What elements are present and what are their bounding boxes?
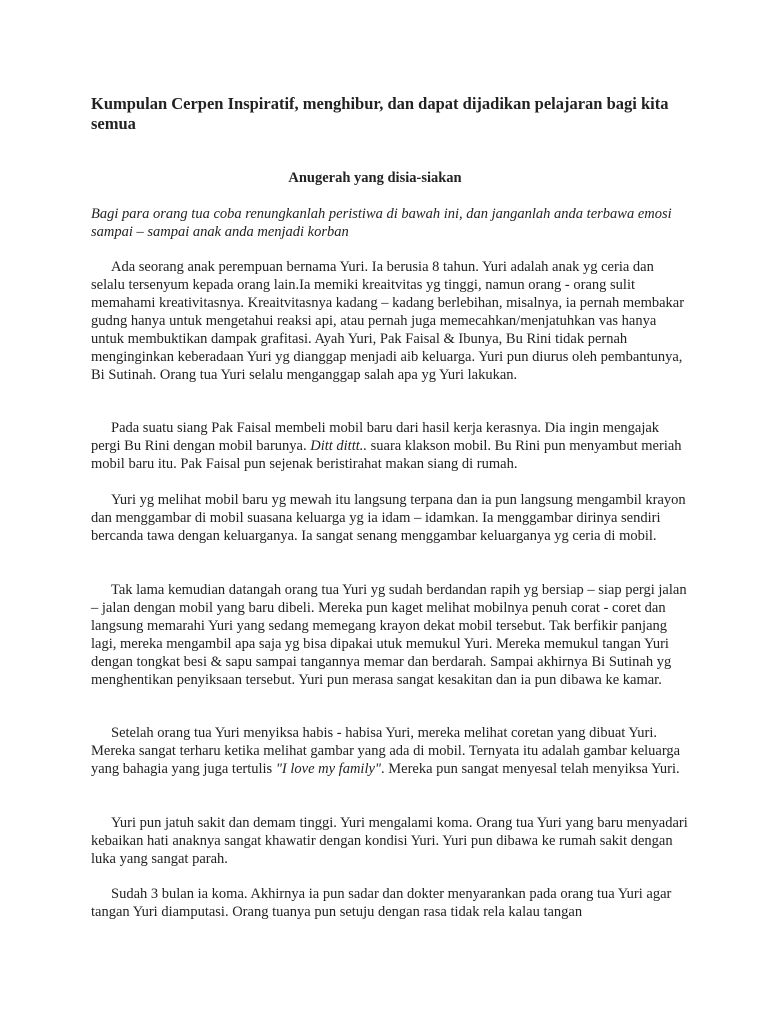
paragraph-2-text-end: suara klakson mobil. Bu Rini pun menyambut meriah mobil baru itu. Pak Faisal pun sejenak beristirahat makan siang di rumah. — [91, 438, 682, 472]
paragraph-7: Sudah 3 bulan ia koma. Akhirnya ia pun sadar dan dokter menyarankan pada orang tua Yuri agar tangan Yuri diamputasi. Orang tuanya pun setuju dengan rasa tidak rela kalau tangan — [91, 886, 672, 920]
story-title: Anugerah yang disia-siakan — [288, 170, 462, 186]
i-love-my-family-quote: "I love my family" — [275, 761, 382, 777]
paragraph-2-text: Pada suatu siang Pak Faisal membeli mobil baru dari hasil kerja kerasnya. Dia ingin mengajak pergi Bu Rini dengan mobil barunya. — [91, 420, 660, 454]
paragraph-5 — [91, 724, 691, 778]
paragraph-5-text: Setelah orang tua Yuri menyiksa habis - habisa Yuri, mereka melihat coretan yang dibuat Yuri. Mereka sangat terharu ketika melihat gambar yang ada di mobil. Ternyata itu adalah gambar keluarga yang bahagia yang juga tertulis — [91, 725, 681, 777]
paragraph-3: Yuri yg melihat mobil baru yg mewah itu langsung terpana dan ia pun langsung mengambil krayon dan menggambar di mobil suasana keluarga yg ia idam – idamkan. Ia menggambar dirinya sendiri bercanda tawa dengan keluarganya. Ia sangat senang menggambar keluarganya yg ceria di mobil. — [91, 492, 686, 544]
paragraph-1: Ada seorang anak perempuan bernama Yuri. Ia berusia 8 tahun. Yuri adalah anak yg ceria dan selalu tersenyum kepada orang lain.Ia memiki kreaitvitas yg tinggi, namun orang - orang sulit memahami kreativitasnya. Kreaitvitasnya kadang – kadang berlebihan, misalnya, ia pernah membakar gudng hanya untuk mengetahui reaksi api, atau pernah juga memecahkan/menjatuhkan vas hanya untuk membuktikan dampak grafitasi. Ayah Yuri, Pak Faisal & Ibunya, Bu Rini tidak pernah menginginkan keberadaan Yuri yg dianggap menjadi aib keluarga. Yuri pun diurus oleh pembantunya, Bi Sutinah. Orang tua Yuri selalu menganggap salah apa yg Yuri lakukan. — [91, 259, 685, 383]
document-title: Kumpulan Cerpen Inspiratif, menghibur, dan dapat dijadikan pelajaran bagi kita semua — [91, 94, 669, 133]
klakson-sound: Ditt dittt.. — [310, 438, 368, 454]
paragraph-2 — [91, 419, 691, 473]
paragraph-4: Tak lama kemudian datangah orang tua Yuri yg sudah berdandan rapih yg bersiap – siap pergi jalan – jalan dengan mobil yang baru dibeli. Mereka pun kaget melihat mobilnya penuh corat - coret dan langsung memarahi Yuri yang sedang memegang krayon dekat mobil tersebut. Tak berfikir panjang lagi, mereka mengambil apa saja yg bisa dipakai utuk memukul Yuri. Mereka memukul tangan Yuri dengan tongkat besi & sapu sampai tangannya memar dan berdarah. Sampai akhirnya Bi Sutinah yg menghentikan penyiksaan tersebut. Yuri pun merasa sangat kesakitan dan ia pun dibawa ke kamar. — [91, 582, 687, 688]
paragraph-6: Yuri pun jatuh sakit dan demam tinggi. Yuri mengalami koma. Orang tua Yuri yang baru menyadari kebaikan hati anaknya sangat khawatir dengan kondisi Yuri. Yuri pun dibawa ke rumah sakit dengan luka yang sangat parah. — [91, 815, 688, 867]
paragraph-5-text-end: . Mereka pun sangat menyesal telah menyiksa Yuri. — [381, 761, 680, 777]
intro-text: Bagi para orang tua coba renungkanlah peristiwa di bawah ini, dan janganlah anda terbawa emosi sampai – sampai anak anda menjadi korban — [91, 206, 672, 240]
